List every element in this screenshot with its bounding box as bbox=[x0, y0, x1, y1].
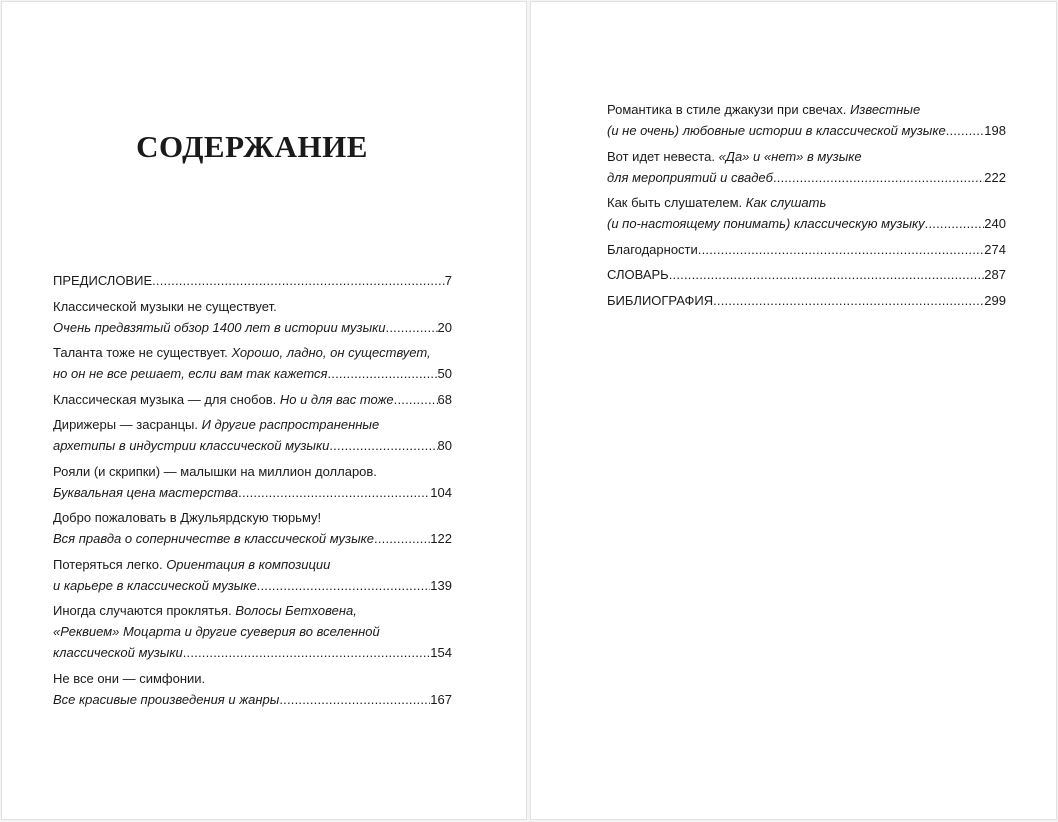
toc-subtitle-text: для мероприятий и свадеб bbox=[607, 169, 773, 185]
toc-title-text: Не все они — симфонии. bbox=[53, 670, 206, 686]
toc-entry-line bbox=[53, 296, 452, 317]
toc-subtitle-text: Буквальная цена мастерства bbox=[53, 484, 239, 500]
page-number: 154 bbox=[430, 645, 452, 660]
dot-leader bbox=[152, 270, 445, 291]
toc-entry-line bbox=[53, 621, 452, 642]
toc-title-text: Как быть слушателем. bbox=[607, 195, 746, 210]
toc-entry-text bbox=[607, 102, 920, 117]
toc-entry-text bbox=[53, 642, 183, 663]
toc-entry-text bbox=[607, 239, 698, 260]
toc-entry-line bbox=[53, 575, 452, 596]
toc-entry-line bbox=[607, 99, 1006, 120]
page-number: 122 bbox=[430, 531, 452, 546]
dot-leader bbox=[328, 363, 438, 384]
page-number: 167 bbox=[430, 691, 452, 707]
toc-entry-text bbox=[53, 528, 374, 549]
toc-subtitle-text: «Да» и «нет» в музыке bbox=[718, 148, 862, 164]
toc-title-text: Романтика в стиле джакузи при свечах. bbox=[607, 102, 850, 117]
toc-subtitle-text: Но и для вас тоже bbox=[279, 391, 394, 407]
toc-subtitle-text: «Реквием» Моцарта и другие суеверия во вселенной bbox=[53, 624, 380, 639]
toc-entry-text bbox=[53, 299, 277, 314]
toc-entry-line bbox=[53, 363, 452, 384]
toc-entry-line bbox=[607, 167, 1006, 188]
toc-entry[interactable] bbox=[53, 507, 452, 549]
toc-title-text: Классической музыки не существует. bbox=[53, 298, 277, 314]
toc-entry-line bbox=[607, 192, 1006, 213]
toc-entry-line bbox=[53, 317, 452, 338]
toc-list-left bbox=[53, 270, 452, 710]
toc-entry-text bbox=[53, 575, 257, 596]
toc-title-text: СЛОВАРЬ bbox=[607, 267, 669, 282]
toc-entry[interactable] bbox=[607, 290, 1006, 311]
toc-entry-line bbox=[53, 435, 452, 456]
dot-leader bbox=[394, 389, 438, 410]
toc-entry[interactable] bbox=[607, 146, 1006, 188]
right-page bbox=[530, 1, 1057, 820]
toc-subtitle-text: И другие распространенные bbox=[201, 417, 380, 432]
toc-title-text: Добро пожаловать в Джульярдскую тюрьму! bbox=[53, 510, 322, 525]
toc-title-text: Благодарности bbox=[607, 241, 698, 257]
toc-entry-line bbox=[607, 264, 1006, 285]
toc-subtitle-text: Очень предвзятый обзор 1400 лет в истории музыки bbox=[53, 319, 386, 335]
toc-entry-text bbox=[53, 317, 386, 338]
toc-entry-line bbox=[53, 600, 452, 621]
toc-entry[interactable] bbox=[53, 414, 452, 456]
toc-entry[interactable] bbox=[607, 239, 1006, 260]
toc-entry-text bbox=[607, 149, 862, 164]
toc-title-text: Потеряться легко. bbox=[53, 556, 167, 572]
toc-subtitle-text: и карьере в классической музыке bbox=[53, 577, 257, 593]
toc-entry[interactable] bbox=[53, 461, 452, 503]
page-number: 222 bbox=[984, 169, 1006, 185]
toc-entry-text bbox=[607, 213, 925, 234]
toc-list-right bbox=[607, 99, 1006, 311]
toc-entry-line bbox=[53, 414, 452, 435]
toc-entry[interactable] bbox=[607, 192, 1006, 234]
toc-entry-line bbox=[53, 642, 452, 663]
dot-leader bbox=[183, 642, 431, 663]
toc-entry-text bbox=[53, 557, 330, 572]
toc-entry-text bbox=[53, 510, 321, 525]
toc-title-text: Классическая музыка — для снобов. bbox=[53, 391, 280, 407]
toc-entry-line bbox=[53, 668, 452, 689]
toc-entry-text bbox=[53, 389, 394, 410]
toc-title-text: ПРЕДИСЛОВИЕ bbox=[53, 273, 153, 288]
page-number: 20 bbox=[437, 319, 452, 335]
toc-title-text: Рояли (и скрипки) — малышки на миллион долларов. bbox=[53, 463, 377, 479]
toc-entry[interactable] bbox=[53, 600, 452, 663]
toc-subtitle-text: (и не очень) любовные истории в классической музыке bbox=[607, 123, 946, 138]
toc-subtitle-text: но он не все решает, если вам так кажется bbox=[53, 366, 328, 381]
toc-entry-text bbox=[53, 464, 377, 479]
toc-entry-line bbox=[53, 528, 452, 549]
toc-subtitle-text: Все красивые произведения и жанры bbox=[53, 691, 280, 707]
toc-entry-line bbox=[607, 213, 1006, 234]
toc-entry-line bbox=[607, 239, 1006, 260]
dot-leader bbox=[386, 317, 438, 338]
dot-leader bbox=[374, 528, 430, 549]
toc-title-text: Дирижеры — засранцы. bbox=[53, 417, 202, 432]
toc-subtitle-text: Волосы Бетховена, bbox=[235, 603, 357, 618]
toc-entry-line bbox=[607, 146, 1006, 167]
page-number: 50 bbox=[437, 366, 452, 381]
toc-subtitle-text: (и по-настоящему понимать) классическую музыку bbox=[607, 216, 925, 231]
dot-leader bbox=[257, 575, 431, 596]
dot-leader bbox=[698, 239, 985, 260]
toc-entry[interactable] bbox=[53, 342, 452, 384]
toc-entry-text bbox=[53, 345, 431, 360]
toc-subtitle-text: Известные bbox=[849, 102, 921, 117]
page-number: 139 bbox=[430, 577, 452, 593]
toc-subtitle-text: Ориентация в композиции bbox=[166, 556, 331, 572]
dot-leader bbox=[925, 213, 985, 234]
page-number: 240 bbox=[984, 216, 1006, 231]
toc-entry-text bbox=[53, 363, 328, 384]
toc-entry-line bbox=[53, 554, 452, 575]
toc-entry-line bbox=[53, 270, 452, 291]
toc-entry-line bbox=[607, 290, 1006, 311]
dot-leader bbox=[946, 120, 985, 141]
toc-subtitle-text: Хорошо, ладно, он существует, bbox=[231, 345, 431, 360]
toc-entry-text bbox=[607, 120, 946, 141]
left-page bbox=[1, 1, 527, 820]
page-number: 198 bbox=[984, 123, 1006, 138]
toc-entry-line bbox=[53, 482, 452, 503]
page-title: СОДЕРЖАНИЕ bbox=[136, 129, 368, 164]
dot-leader bbox=[238, 482, 430, 503]
page-number: 274 bbox=[984, 241, 1006, 257]
toc-entry-text bbox=[607, 290, 713, 311]
toc-entry-line bbox=[53, 507, 452, 528]
toc-title-text: БИБЛИОГРАФИЯ bbox=[607, 292, 714, 308]
page-number: 287 bbox=[984, 267, 1006, 282]
toc-entry-text bbox=[53, 689, 279, 710]
toc-entry-text bbox=[607, 264, 669, 285]
page-number: 299 bbox=[984, 292, 1006, 308]
toc-entry-text bbox=[53, 624, 380, 639]
toc-subtitle-text: архетипы в индустрии классической музыки bbox=[53, 438, 330, 453]
toc-entry-text bbox=[607, 167, 773, 188]
dot-leader bbox=[279, 689, 430, 710]
toc-entry-text bbox=[53, 435, 329, 456]
page-number: 7 bbox=[444, 273, 452, 288]
toc-entry-text bbox=[53, 417, 379, 432]
page-number: 80 bbox=[437, 438, 452, 453]
toc-entry-text bbox=[53, 482, 238, 503]
toc-entry-line bbox=[53, 689, 452, 710]
toc-entry-text bbox=[53, 603, 357, 618]
page-number: 104 bbox=[430, 484, 452, 500]
dot-leader bbox=[773, 167, 984, 188]
toc-entry[interactable] bbox=[53, 270, 452, 291]
toc-entry-line bbox=[53, 342, 452, 363]
toc-title-text: Иногда случаются проклятья. bbox=[53, 603, 236, 618]
toc-entry-text bbox=[53, 270, 152, 291]
toc-subtitle-text: классической музыки bbox=[53, 645, 183, 660]
toc-entry[interactable] bbox=[53, 668, 452, 710]
toc-entry-line bbox=[53, 389, 452, 410]
toc-title-text: Таланта тоже не существует. bbox=[53, 345, 232, 360]
dot-leader bbox=[329, 435, 437, 456]
dot-leader bbox=[669, 264, 985, 285]
toc-entry-text bbox=[607, 195, 826, 210]
toc-title-text: Вот идет невеста. bbox=[607, 148, 719, 164]
toc-subtitle-text: Как слушать bbox=[745, 195, 827, 210]
toc-entry[interactable] bbox=[53, 296, 452, 338]
toc-entry[interactable] bbox=[607, 264, 1006, 285]
toc-entry-line bbox=[607, 120, 1006, 141]
toc-entry-text bbox=[53, 671, 205, 686]
toc-entry-line bbox=[53, 461, 452, 482]
toc-subtitle-text: Вся правда о соперничестве в классической музыке bbox=[53, 531, 375, 546]
toc-entry[interactable] bbox=[53, 389, 452, 410]
toc-entry[interactable] bbox=[53, 554, 452, 596]
dot-leader bbox=[713, 290, 984, 311]
toc-entry[interactable] bbox=[607, 99, 1006, 141]
page-number: 68 bbox=[437, 391, 452, 407]
